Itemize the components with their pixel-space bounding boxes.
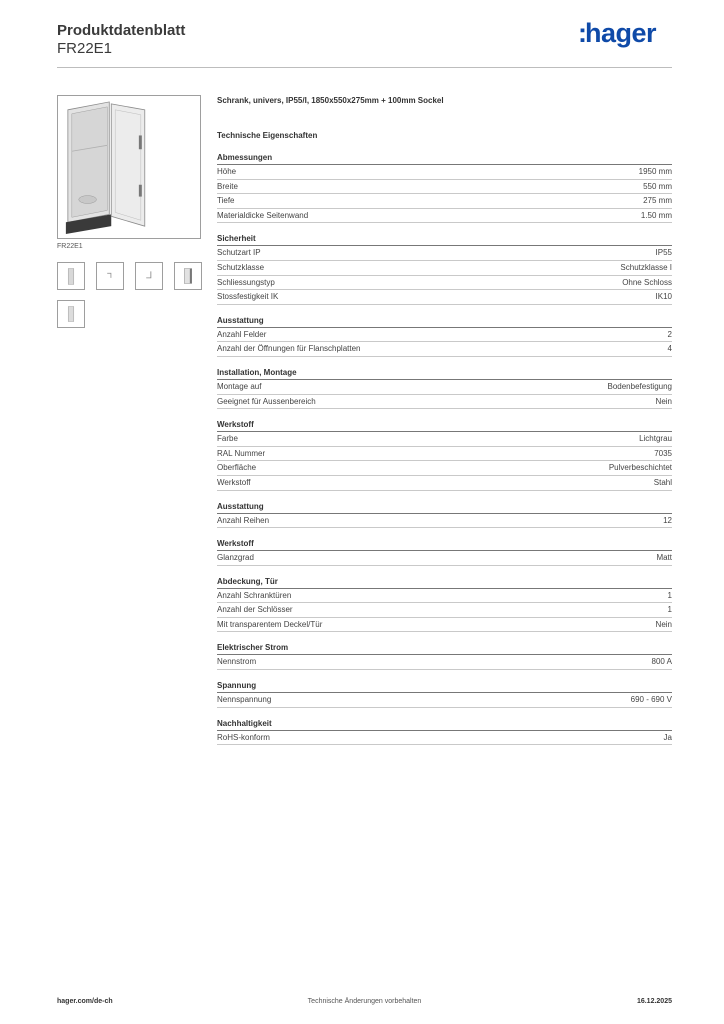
property-label: Schliessungstyp <box>217 277 275 287</box>
section-title: Abmessungen <box>217 152 672 165</box>
property-label: Schutzklasse <box>217 262 265 272</box>
property-label: Werkstoff <box>217 477 251 487</box>
product-details <box>217 95 672 755</box>
property-label: Materialdicke Seitenwand <box>217 210 309 220</box>
section-title: Sicherheit <box>217 233 672 246</box>
property-label: Anzahl Reihen <box>217 515 270 525</box>
property-label: Nennspannung <box>217 695 272 705</box>
property-label: Nennstrom <box>217 657 257 667</box>
property-value: Ohne Schloss <box>622 277 672 287</box>
property-row <box>217 194 672 209</box>
section-title: Installation, Montage <box>217 367 672 380</box>
cabinet-illustration <box>58 96 200 238</box>
product-code: FR22E1 <box>57 40 113 57</box>
property-row <box>217 447 672 462</box>
property-label: Tiefe <box>217 196 235 206</box>
property-label: RoHS-konform <box>217 732 270 742</box>
property-row <box>217 395 672 410</box>
property-value: 7035 <box>654 448 672 458</box>
property-row <box>217 461 672 476</box>
property-value: 2 <box>667 329 672 339</box>
footer-date: 16.12.2025 <box>636 998 672 1005</box>
property-value: 275 mm <box>643 196 672 206</box>
property-label: Montage auf <box>217 381 262 391</box>
property-label: Oberfläche <box>217 463 257 473</box>
property-value: Nein <box>655 396 672 406</box>
product-description: Schrank, univers, IP55/I, 1850x550x275mm + 100mm Sockel <box>217 96 444 105</box>
property-row <box>217 603 672 618</box>
property-label: Stossfestigkeit IK <box>217 292 279 302</box>
property-row <box>217 165 672 180</box>
property-label: Farbe <box>217 434 238 444</box>
property-value: Ja <box>663 732 672 742</box>
property-row <box>217 180 672 195</box>
property-value: 1.50 mm <box>640 210 672 220</box>
section-title: Spannung <box>217 680 672 693</box>
technical-properties-heading: Technische Eigenschaften <box>217 131 318 140</box>
property-section <box>217 367 672 409</box>
property-label: Anzahl Felder <box>217 329 267 339</box>
property-row <box>217 290 672 305</box>
property-row <box>217 655 672 670</box>
property-section <box>217 642 672 670</box>
property-section <box>217 718 672 746</box>
section-title: Elektrischer Strom <box>217 642 672 655</box>
property-section <box>217 419 672 490</box>
property-value: 800 A <box>651 657 672 667</box>
property-row <box>217 514 672 529</box>
section-title: Ausstattung <box>217 501 672 514</box>
page-header <box>57 20 672 68</box>
property-row <box>217 589 672 604</box>
property-section <box>217 680 672 708</box>
property-row <box>217 731 672 746</box>
property-row <box>217 246 672 261</box>
section-title: Werkstoff <box>217 419 672 432</box>
thumbnail-corner-detail[interactable] <box>135 262 163 290</box>
property-value: Stahl <box>653 477 672 487</box>
property-value: IP55 <box>655 248 672 258</box>
property-value: 1 <box>667 590 672 600</box>
footer-website: hager.com/de-ch <box>57 998 113 1005</box>
section-title: Nachhaltigkeit <box>217 718 672 731</box>
property-section <box>217 538 672 566</box>
property-section <box>217 152 672 223</box>
header-divider <box>57 67 672 68</box>
property-value: Pulverbeschichtet <box>608 463 672 473</box>
hager-logo <box>578 18 656 49</box>
thumbnail-cabinet-panel[interactable] <box>57 300 85 328</box>
logo-dots: : <box>577 18 585 48</box>
property-label: Schutzart IP <box>217 248 261 258</box>
thumbnail-cabinet-side[interactable] <box>174 262 202 290</box>
property-value: 550 mm <box>643 181 672 191</box>
property-row <box>217 476 672 491</box>
property-value: Bodenbefestigung <box>607 381 672 391</box>
property-label: Geeignet für Aussenbereich <box>217 396 316 406</box>
property-value: 12 <box>663 515 672 525</box>
property-label: Anzahl der Schlösser <box>217 605 293 615</box>
property-label: RAL Nummer <box>217 448 266 458</box>
thumbnail-cabinet-front[interactable] <box>57 262 85 290</box>
section-title: Werkstoff <box>217 538 672 551</box>
property-label: Anzahl Schranktüren <box>217 590 292 600</box>
logo-text: hager <box>584 18 656 48</box>
section-title: Ausstattung <box>217 315 672 328</box>
document-title: Produktdatenblatt <box>57 22 186 39</box>
property-row <box>217 380 672 395</box>
property-value: IK10 <box>655 292 672 302</box>
property-section <box>217 233 672 304</box>
property-value: Schutzklasse I <box>620 262 672 272</box>
property-label: Breite <box>217 181 238 191</box>
property-row <box>217 261 672 276</box>
property-value: 4 <box>667 344 672 354</box>
property-label: Höhe <box>217 167 237 176</box>
property-section <box>217 576 672 633</box>
property-label: Glanzgrad <box>217 553 254 563</box>
property-label: Anzahl der Öffnungen für Flanschplatten <box>217 344 361 354</box>
product-image <box>57 95 201 239</box>
property-row <box>217 209 672 224</box>
property-section <box>217 315 672 357</box>
property-row <box>217 432 672 447</box>
footer-disclaimer: Technische Änderungen vorbehalten <box>307 998 422 1005</box>
section-title: Abdeckung, Tür <box>217 576 672 589</box>
properties-sections <box>217 152 672 745</box>
image-caption: FR22E1 <box>57 243 83 250</box>
property-row <box>217 328 672 343</box>
property-label: Mit transparentem Deckel/Tür <box>217 619 323 629</box>
property-value: Nein <box>655 619 672 629</box>
property-row <box>217 276 672 291</box>
property-value: 690 - 690 V <box>630 695 672 705</box>
property-section <box>217 501 672 529</box>
property-row <box>217 342 672 357</box>
property-value: 1950 mm <box>638 167 672 176</box>
property-row <box>217 551 672 566</box>
property-row <box>217 618 672 633</box>
thumbnail-bracket[interactable] <box>96 262 124 290</box>
property-value: Matt <box>656 553 672 563</box>
property-row <box>217 693 672 708</box>
property-value: 1 <box>667 605 672 615</box>
property-value: Lichtgrau <box>639 434 672 444</box>
